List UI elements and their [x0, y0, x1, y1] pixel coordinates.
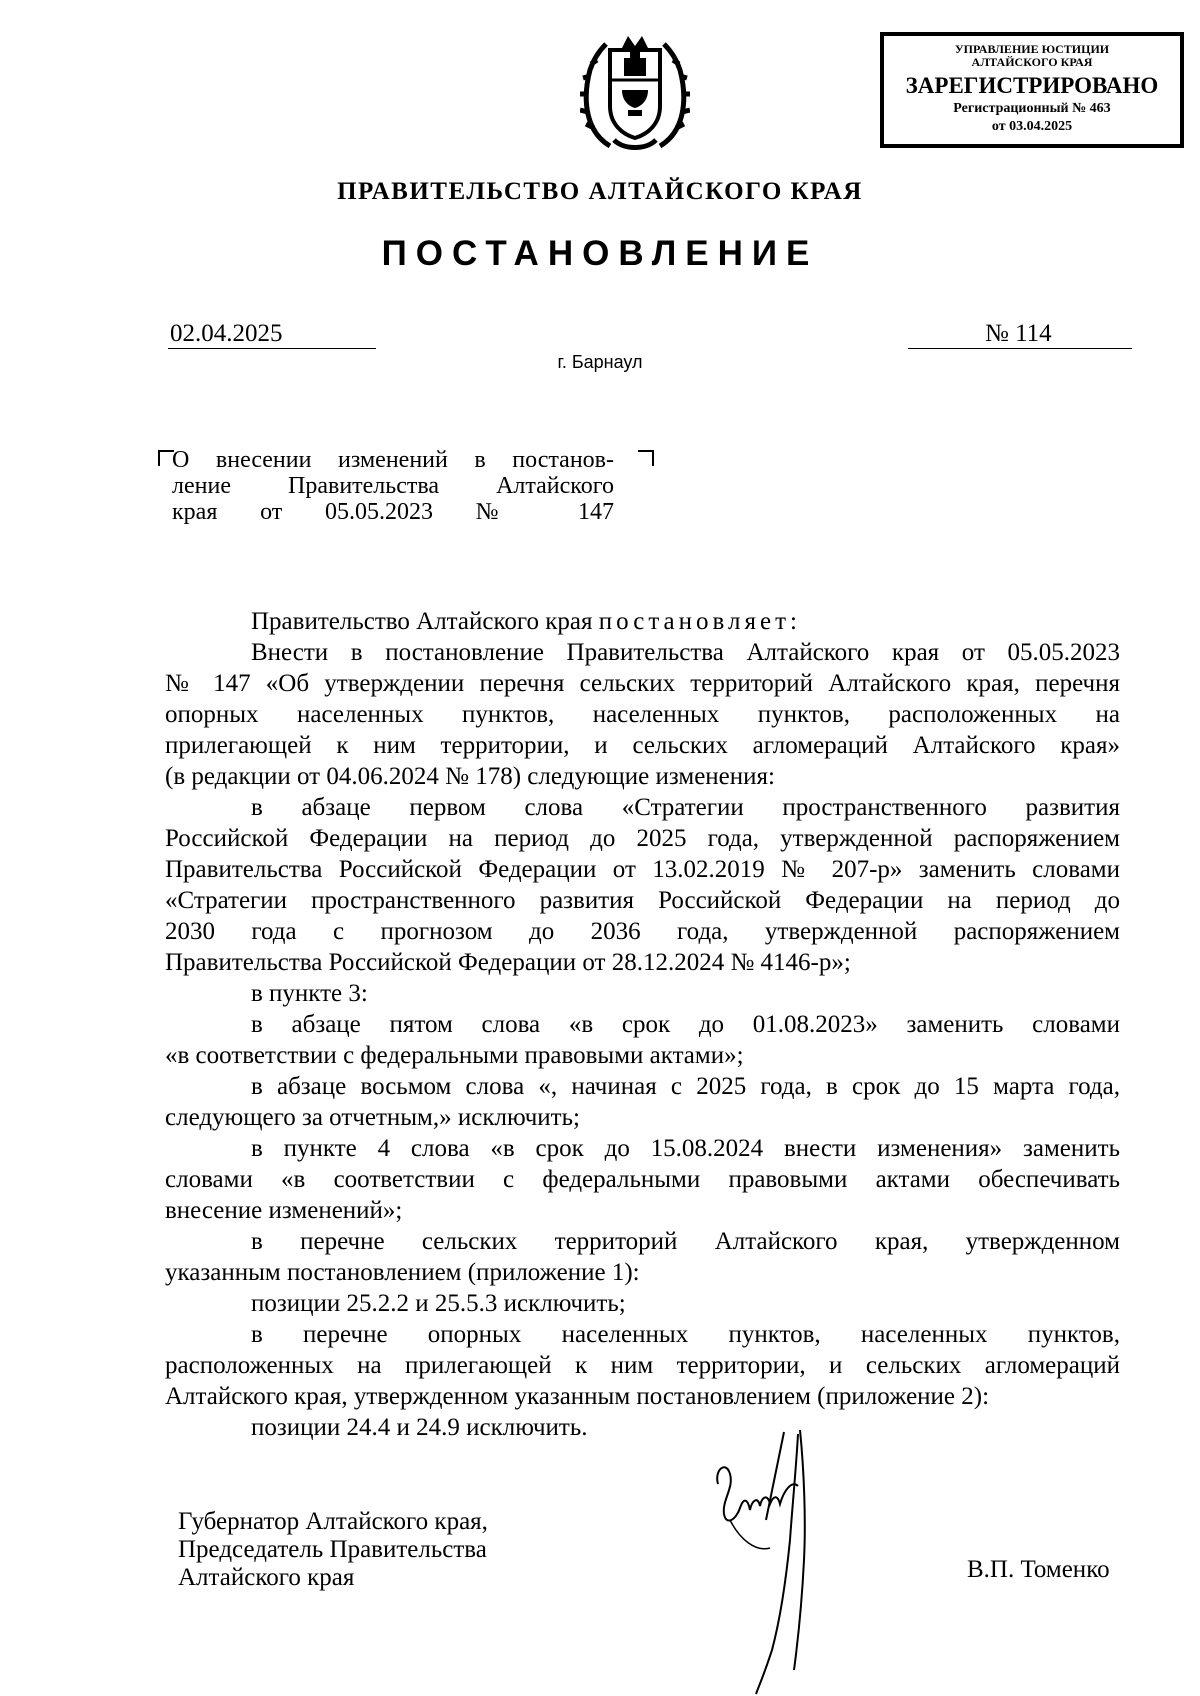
subject-line: края от 05.05.2023 № 147	[172, 499, 614, 525]
document-type: ПОСТАНОВЛЕНИЕ	[381, 234, 819, 273]
document-number: № 114	[985, 320, 1052, 347]
coat-of-arms-emblem	[580, 28, 690, 156]
stamp-authority-line1: УПРАВЛЕНИЕ ЮСТИЦИИ	[954, 42, 1110, 56]
body-line: Правительства Российской Федерации от 13.02.2019 № 207-р» заменить словами	[165, 856, 1120, 883]
document-date: 02.04.2025	[170, 320, 283, 347]
body-line: 2030 года с прогнозом до 2036 года, утвержденной распоряжением	[165, 918, 1120, 945]
body-line: (в редакции от 04.06.2024 № 178) следующие изменения:	[165, 763, 775, 790]
stamp-reg-number: Регистрационный № 463	[953, 101, 1111, 116]
body-line: указанным постановлением (приложение 1):	[165, 1259, 640, 1286]
registration-stamp	[880, 32, 1184, 148]
body-line: в перечне опорных населенных пунктов, населенных пунктов,	[251, 1321, 1120, 1348]
body-line: Российской Федерации на период до 2025 года, утвержденной распоряжением	[165, 825, 1120, 852]
signatory-title	[178, 1508, 488, 1592]
body-line: Правительства Российской Федерации от 28.12.2024 № 4146-р»;	[165, 949, 851, 976]
body-line: Внести в постановление Правительства Алтайского края от 05.05.2023	[251, 639, 1120, 666]
body-line: № 147 «Об утверждении перечня сельских территорий Алтайского края, перечня	[165, 670, 1120, 697]
subject-bracket-right	[638, 450, 654, 466]
body-line: «в соответствии с федеральными правовыми актами»;	[165, 1042, 744, 1069]
city: г. Барнаул	[557, 352, 643, 372]
body-line: расположенных на прилегающей к ним территории, и сельских агломераций	[165, 1352, 1120, 1379]
subject-line: О внесении изменений в постанов-	[172, 447, 614, 473]
document-subject	[172, 447, 614, 525]
preamble-verb: постановляет:	[598, 608, 801, 635]
body-line: Алтайского края, утвержденном указанным постановлением (приложение 2):	[165, 1383, 990, 1410]
stamp-status: ЗАРЕГИСТРИРОВАНО	[905, 73, 1159, 98]
date-underline	[168, 348, 376, 349]
handwritten-signature	[700, 1430, 850, 1696]
body-line: «Стратегии пространственного развития Российской Федерации на период до	[165, 887, 1120, 914]
body-line: в абзаце пятом слова «в срок до 01.08.2023» заменить словами	[251, 1011, 1120, 1038]
body-line: позиции 25.2.2 и 25.5.3 исключить;	[251, 1290, 626, 1317]
stamp-authority	[884, 43, 1180, 69]
body-line: прилегающей к ним территории, и сельских агломераций Алтайского края»	[165, 732, 1120, 759]
signatory-name: В.П. Томенко	[967, 1556, 1110, 1583]
body-line: внесение изменений»;	[165, 1197, 403, 1224]
subject-line: ление Правительства Алтайского	[172, 473, 614, 499]
signatory-title-line: Алтайского края	[178, 1564, 355, 1591]
number-underline	[908, 348, 1132, 349]
body-line: словами «в соответствии с федеральными правовыми актами обеспечивать	[165, 1166, 1120, 1193]
body-line: в абзаце восьмом слова «, начиная с 2025 года, в срок до 15 марта года,	[251, 1073, 1120, 1100]
stamp-authority-line2: АЛТАЙСКОГО КРАЯ	[971, 55, 1093, 69]
government-title: ПРАВИТЕЛЬСТВО АЛТАЙСКОГО КРАЯ	[337, 178, 863, 205]
preamble-text: Правительство Алтайского края	[251, 608, 599, 635]
body-line: в перечне сельских территорий Алтайского края, утвержденном	[251, 1228, 1120, 1255]
signatory-title-line: Председатель Правительства	[178, 1536, 487, 1563]
body-line: в пункте 3:	[251, 980, 368, 1007]
signatory-title-line: Губернатор Алтайского края,	[178, 1508, 488, 1535]
preamble	[165, 606, 1120, 637]
body-line: опорных населенных пунктов, населенных пунктов, расположенных на	[165, 701, 1120, 728]
body-line: в пункте 4 слова «в срок до 15.08.2024 внести изменения» заменить	[251, 1135, 1120, 1162]
stamp-reg-date: от 03.04.2025	[991, 119, 1073, 134]
document-body	[165, 606, 1120, 1443]
body-line: следующего за отчетным,» исключить;	[165, 1104, 580, 1131]
body-line: в абзаце первом слова «Стратегии пространственного развития	[251, 794, 1120, 821]
body-line: позиции 24.4 и 24.9 исключить.	[251, 1414, 588, 1441]
